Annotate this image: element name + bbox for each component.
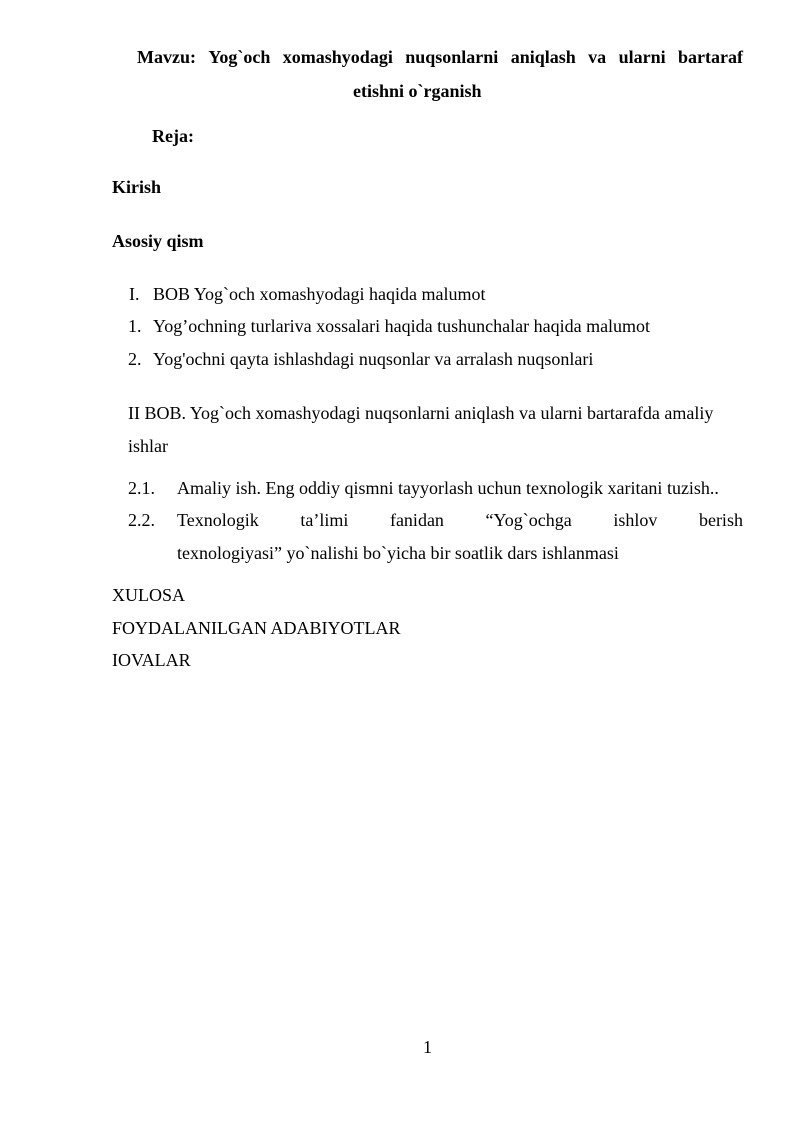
title-word: xomashyodagi xyxy=(282,47,393,67)
title-line-2: etishni o`rganish xyxy=(353,81,482,101)
chapter1-marker: I. xyxy=(129,284,140,304)
chapter2-item-line-1 xyxy=(177,511,743,529)
chapter2-item: Amaliy ish. Eng oddiy qismni tayyorlash uchun texnologik xaritani tuzish.. xyxy=(177,478,719,498)
item-word: Texnologik xyxy=(177,510,259,530)
title-word: nuqsonlarni xyxy=(405,47,499,67)
item-word: “Yog`ochga xyxy=(485,510,572,530)
chapter2-title-line-1: II BOB. Yog`och xomashyodagi nuqsonlarni aniqlash va ularni bartarafda amaliy xyxy=(128,403,714,423)
chapter2-item-marker: 2.1. xyxy=(128,478,155,498)
conclusion-heading: XULOSA xyxy=(112,585,186,605)
title-word: ularni xyxy=(618,47,666,67)
plan-label: Reja: xyxy=(152,126,194,146)
references-heading: FOYDALANILGAN ADABIYOTLAR xyxy=(112,618,401,638)
item-word: ta’limi xyxy=(300,510,349,530)
title-word: Yog`och xyxy=(208,47,271,67)
page-number: 1 xyxy=(423,1037,432,1057)
chapter1-item-marker: 1. xyxy=(128,316,142,336)
title-word: bartaraf xyxy=(677,47,743,67)
item-word: berish xyxy=(698,510,743,530)
item-word: fanidan xyxy=(389,510,444,530)
chapter2-title-line-2: ishlar xyxy=(128,436,168,456)
chapter1-item: Yog’ochning turlariva xossalari haqida tushunchalar haqida malumot xyxy=(153,316,651,336)
title-word: va xyxy=(588,47,607,67)
intro-heading: Kirish xyxy=(112,177,162,197)
item-word: ishlov xyxy=(613,510,658,530)
appendices-heading: IOVALAR xyxy=(112,650,191,670)
chapter2-item-marker: 2.2. xyxy=(128,510,155,530)
chapter1-item: Yog'ochni qayta ishlashdagi nuqsonlar va arralash nuqsonlari xyxy=(153,349,594,369)
title-line-1 xyxy=(137,48,743,66)
chapter2-item-line-2: texnologiyasi” yo`nalishi bo`yicha bir soatlik dars ishlanmasi xyxy=(177,543,619,563)
main-part-heading: Asosiy qism xyxy=(112,231,204,251)
chapter1-item-marker: 2. xyxy=(128,349,142,369)
title-word: aniqlash xyxy=(510,47,576,67)
title-word: Mavzu: xyxy=(137,47,196,67)
chapter1-title: BOB Yog`och xomashyodagi haqida malumot xyxy=(153,284,486,304)
